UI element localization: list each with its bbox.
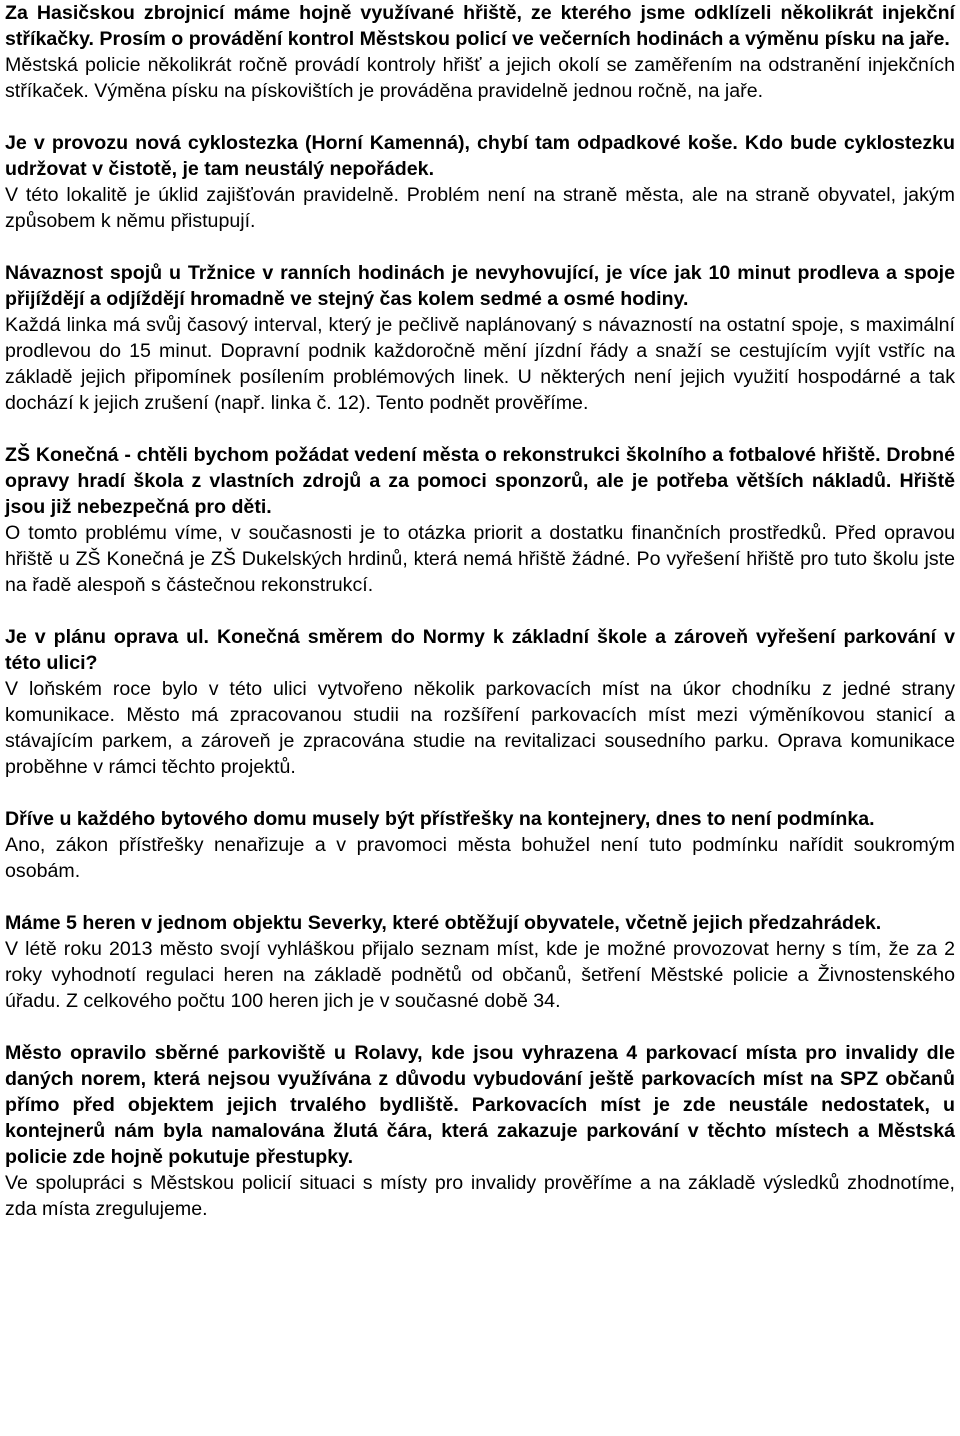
answer-text: Městská policie několikrát ročně provádí kontroly hřišť a jejich okolí se zaměřením na odstranění injekčních stříkaček. Výměna písku na pískovištích je prováděna pravidelně jednou ročně, na jaře. (5, 54, 955, 102)
qa-block-5 (5, 624, 955, 780)
question-text: Máme 5 heren v jednom objektu Severky, které obtěžují obyvatele, včetně jejich předzahrádek. (5, 912, 882, 934)
answer-text: V této lokalitě je úklid zajišťován pravidelně. Problém není na straně města, ale na straně obyvatel, jakým způsobem k němu přistupují. (5, 184, 955, 232)
qa-block-4 (5, 442, 955, 598)
question-text: Město opravilo sběrné parkoviště u Rolavy, kde jsou vyhrazena 4 parkovací místa pro invalidy dle daných norem, která nejsou využívána z důvodu vybudování ještě parkovacích míst na SPZ občanů přímo před objektem jejich trvalého bydliště. Parkovacích míst je zde neustále nedostatek, u kontejnerů nám byla namalována žlutá čára, která zakazuje parkování v těchto místech a Městská policie zde hojně pokutuje přestupky. (5, 1042, 955, 1168)
answer-text: Ano, zákon přístřešky nenařizuje a v pravomoci města bohužel není tuto podmínku nařídit soukromým osobám. (5, 834, 955, 882)
question-text: Návaznost spojů u Tržnice v ranních hodinách je nevyhovující, je více jak 10 minut prodleva a spoje přijíždějí a odjíždějí hromadně ve stejný čas kolem sedmé a osmé hodiny. (5, 262, 955, 310)
qa-block-1 (5, 0, 955, 104)
question-text: Je v plánu oprava ul. Konečná směrem do Normy k základní škole a zároveň vyřešení parkování v této ulici? (5, 626, 955, 674)
answer-text: O tomto problému víme, v současnosti je to otázka priorit a dostatku finančních prostředků. Před opravou hřiště u ZŠ Konečná je ZŠ Dukelských hrdinů, která nemá hřiště žádné. Po vyřešení hřiště pro tuto školu jste na řadě alespoň s částečnou rekonstrukcí. (5, 522, 955, 596)
qa-block-2 (5, 130, 955, 234)
qa-block-3 (5, 260, 955, 416)
qa-block-6 (5, 806, 955, 884)
answer-text: Každá linka má svůj časový interval, který je pečlivě naplánovaný s návazností na ostatní spoje, s maximální prodlevou do 15 minut. Dopravní podnik každoročně mění jízdní řády a snaží se cestujícím vyjít vstříc na základě jejich připomínek posílením problémových linek. U některých není jejich využití hospodárné a tak dochází k jejich zrušení (např. linka č. 12). Tento podnět prověříme. (5, 314, 955, 414)
qa-block-7 (5, 910, 955, 1014)
answer-text: V létě roku 2013 město svojí vyhláškou přijalo seznam míst, kde je možné provozovat herny s tím, že za 2 roky vyhodnotí regulaci heren na základě podnětů od občanů, šetření Městské policie a Živnostenského úřadu. Z celkového počtu 100 heren jich je v současné době 34. (5, 938, 955, 1012)
question-text: Za Hasičskou zbrojnicí máme hojně využívané hřiště, ze kterého jsme odklízeli několikrát injekční stříkačky. Prosím o provádění kontrol Městskou policí ve večerních hodinách a výměnu písku na jaře. (5, 2, 955, 50)
question-text: Je v provozu nová cyklostezka (Horní Kamenná), chybí tam odpadkové koše. Kdo bude cyklostezku udržovat v čistotě, je tam neustálý nepořádek. (5, 132, 955, 180)
qa-block-8 (5, 1040, 955, 1222)
answer-text: Ve spolupráci s Městskou policií situaci s místy pro invalidy prověříme a na základě výsledků zhodnotíme, zda místa zregulujeme. (5, 1172, 955, 1220)
answer-text: V loňském roce bylo v této ulici vytvořeno několik parkovacích míst na úkor chodníku z jedné strany komunikace. Město má zpracovanou studii na rozšíření parkovacích míst mezi výměníkovou stanicí a stávajícím parkem, a zároveň je zpracována studie na revitalizaci sousedního parku. Oprava komunikace proběhne v rámci těchto projektů. (5, 678, 955, 778)
question-text: ZŠ Konečná - chtěli bychom požádat vedení města o rekonstrukci školního a fotbalové hřiště. Drobné opravy hradí škola z vlastních zdrojů a za pomoci sponzorů, ale je potřeba větších nákladů. Hřiště jsou již nebezpečná pro děti. (5, 444, 955, 518)
question-text: Dříve u každého bytového domu musely být přístřešky na kontejnery, dnes to není podmínka. (5, 808, 875, 830)
document-page (5, 0, 955, 1248)
